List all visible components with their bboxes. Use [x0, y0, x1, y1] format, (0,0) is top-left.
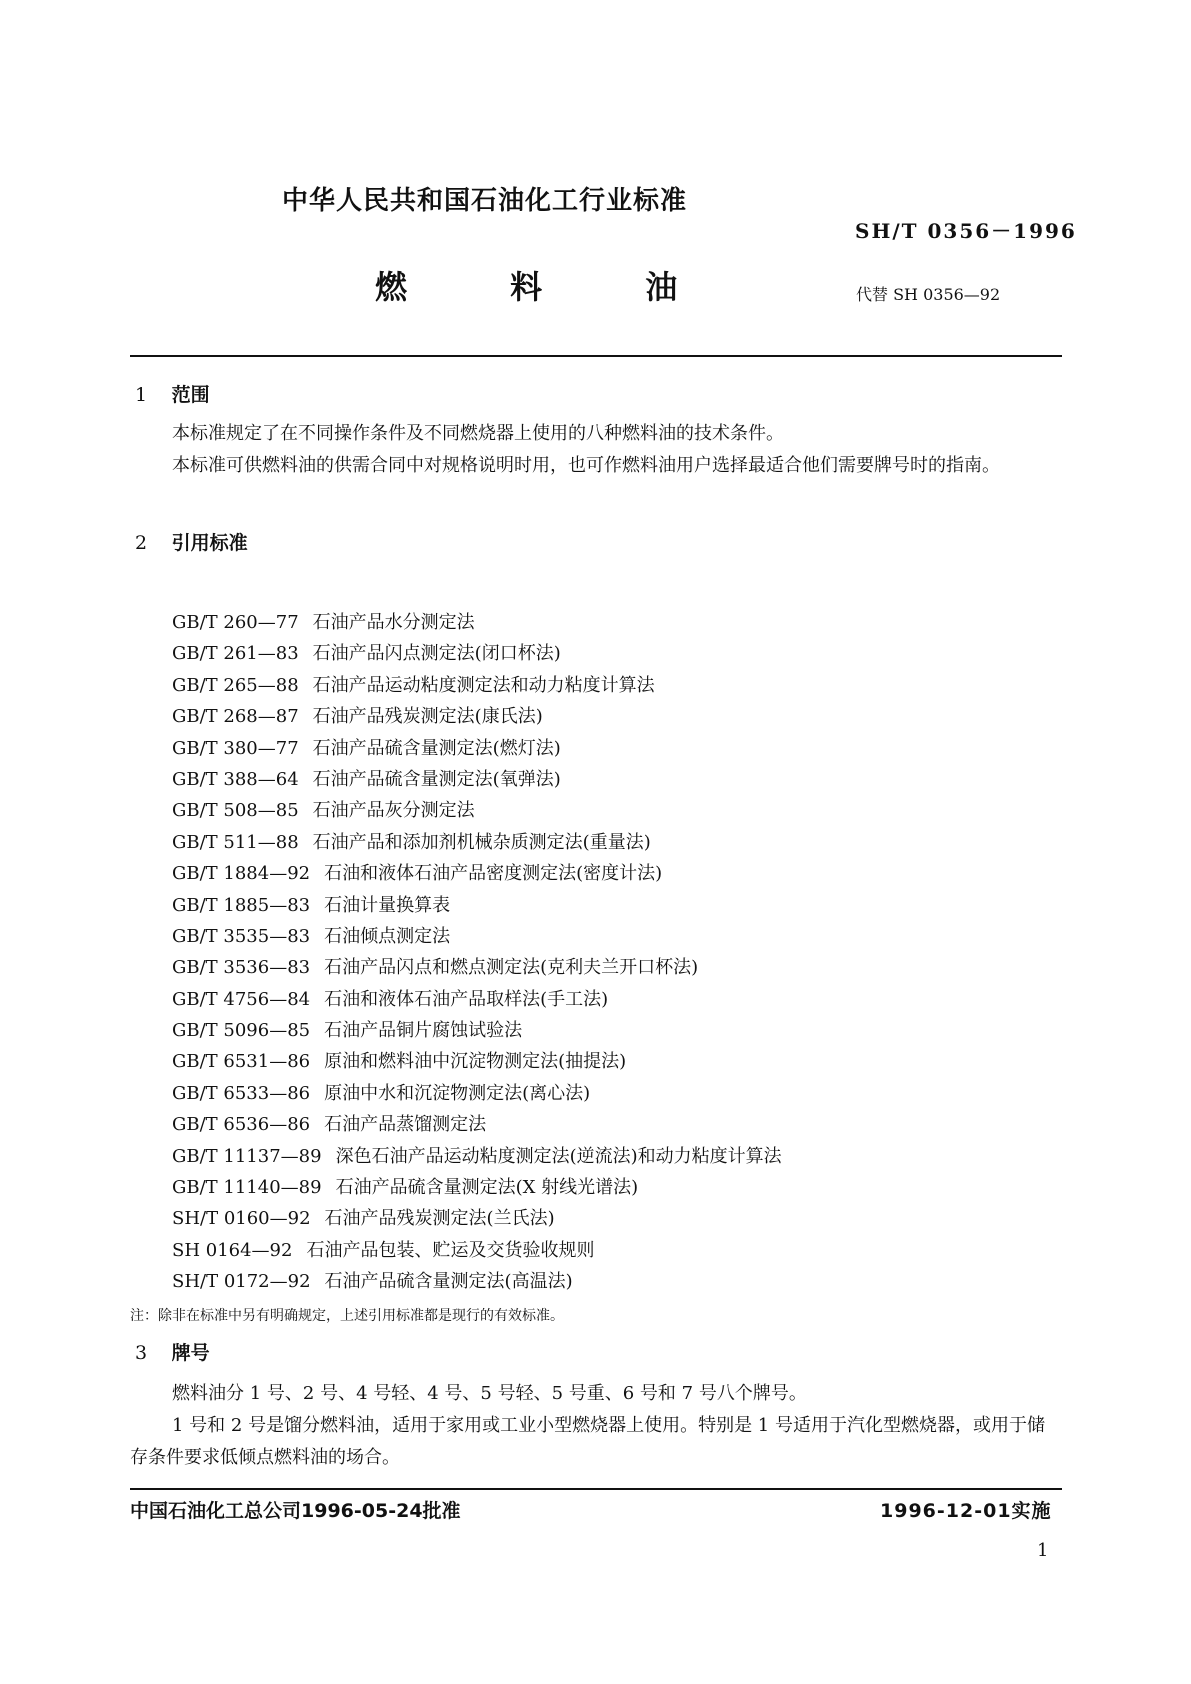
reference-list: [172, 607, 782, 1298]
reference-name: 石油产品运动粘度测定法和动力粘度计算法: [312, 674, 655, 696]
grades-paragraph-2: 1 号和 2 号是馏分燃料油，适用于家用或工业小型燃烧器上使用。特别是 1 号适用于汽化型燃烧器，或用于储存条件要求低倾点燃料油的场合。: [130, 1415, 1045, 1468]
effective-date: 1996-12-01实施: [880, 1500, 1052, 1522]
reference-code: GB/T 3536—83: [172, 957, 311, 979]
reference-item: [172, 733, 782, 764]
reference-name: 石油产品铜片腐蚀试验法: [324, 1020, 523, 1042]
footer-divider: [130, 1488, 1062, 1490]
reference-name: 石油产品蒸馏测定法: [324, 1114, 487, 1136]
section-title: 引用标准: [171, 532, 248, 554]
reference-item: [172, 858, 782, 889]
reference-code: GB/T 508—85: [172, 800, 299, 822]
page-number: 1: [1037, 1540, 1049, 1561]
reference-item: [172, 952, 782, 983]
reference-item: [172, 638, 782, 669]
section-number: 3: [135, 1342, 148, 1364]
reference-name: 石油产品硫含量测定法(X 射线光谱法): [335, 1177, 639, 1199]
reference-name: 石油和液体石油产品密度测定法(密度计法): [324, 863, 663, 885]
reference-name: 石油产品残炭测定法(兰氏法): [324, 1208, 555, 1230]
scope-paragraph-1: 本标准规定了在不同操作条件及不同燃烧器上使用的八种燃料油的技术条件。: [172, 423, 784, 444]
replaces-note: 代替 SH 0356—92: [856, 285, 1001, 304]
reference-name: 石油产品闪点和燃点测定法(克利夫兰开口杯法): [324, 957, 699, 979]
reference-item: [172, 795, 782, 826]
grades-paragraph-1: 燃料油分 1 号、2 号、4 号轻、4 号、5 号轻、5 号重、6 号和 7 号八个牌号。: [172, 1383, 807, 1404]
reference-name: 石油和液体石油产品取样法(手工法): [324, 988, 609, 1010]
reference-item: [172, 1172, 782, 1203]
reference-name: 石油倾点测定法: [324, 925, 451, 947]
reference-code: GB/T 1885—83: [172, 894, 311, 916]
document-title: 燃 料 油: [375, 268, 724, 306]
reference-name: 石油产品硫含量测定法(高温法): [324, 1271, 573, 1293]
reference-item: [172, 1203, 782, 1234]
reference-item: [172, 1141, 782, 1172]
reference-note: 注：除非在标准中另有明确规定，上述引用标准都是现行的有效标准。: [130, 1308, 564, 1324]
reference-name: 石油产品包装、贮运及交货验收规则: [306, 1239, 595, 1261]
reference-name: 石油产品残炭测定法(康氏法): [312, 706, 543, 728]
reference-code: GB/T 3535—83: [172, 925, 311, 947]
reference-item: [172, 984, 782, 1015]
reference-name: 石油产品硫含量测定法(氧弹法): [312, 768, 561, 790]
reference-item: [172, 1078, 782, 1109]
reference-item: [172, 827, 782, 858]
header-divider: [130, 355, 1062, 357]
reference-code: GB/T 11137—89: [172, 1145, 322, 1167]
reference-code: GB/T 6536—86: [172, 1114, 311, 1136]
scope-paragraph-2: 本标准可供燃料油的供需合同中对规格说明时用，也可作燃料油用户选择最适合他们需要牌号时的指南。: [172, 455, 1000, 476]
section-3-heading: [135, 1338, 210, 1365]
standard-category: 中华人民共和国石油化工行业标准: [282, 186, 688, 216]
reference-item: [172, 701, 782, 732]
reference-code: GB/T 380—77: [172, 737, 299, 759]
reference-code: GB/T 4756—84: [172, 988, 311, 1010]
reference-code: GB/T 6533—86: [172, 1082, 311, 1104]
reference-name: 深色石油产品运动粘度测定法(逆流法)和动力粘度计算法: [335, 1145, 782, 1167]
reference-item: [172, 764, 782, 795]
standard-code: SH/T 0356－1996: [855, 219, 1077, 243]
reference-code: GB/T 6531—86: [172, 1051, 311, 1073]
reference-code: GB/T 388—64: [172, 768, 299, 790]
reference-item: [172, 1235, 782, 1266]
section-2-heading: [135, 528, 248, 555]
approval-line: 中国石油化工总公司1996-05-24批准: [130, 1500, 461, 1522]
reference-code: GB/T 268—87: [172, 706, 299, 728]
reference-item: [172, 1015, 782, 1046]
section-number: 1: [135, 384, 148, 406]
reference-name: 石油产品水分测定法: [312, 612, 475, 633]
reference-name: 原油和燃料油中沉淀物测定法(抽提法): [324, 1051, 627, 1073]
reference-item: [172, 607, 782, 638]
reference-code: GB/T 1884—92: [172, 863, 311, 885]
reference-name: 石油产品闪点测定法(闭口杯法): [312, 643, 561, 665]
section-number: 2: [135, 532, 148, 554]
section-title: 牌号: [171, 1342, 210, 1364]
reference-item: [172, 1109, 782, 1140]
reference-name: 石油产品灰分测定法: [312, 800, 475, 822]
section-title: 范围: [171, 384, 210, 406]
reference-name: 原油中水和沉淀物测定法(离心法): [324, 1082, 591, 1104]
section-1-heading: [135, 380, 210, 407]
reference-name: 石油计量换算表: [324, 894, 451, 916]
reference-code: GB/T 260—77: [172, 612, 299, 633]
reference-code: GB/T 511—88: [172, 831, 299, 853]
reference-item: [172, 890, 782, 921]
reference-item: [172, 921, 782, 952]
reference-item: [172, 670, 782, 701]
reference-code: GB/T 5096—85: [172, 1020, 311, 1042]
reference-name: 石油产品硫含量测定法(燃灯法): [312, 737, 561, 759]
reference-item: [172, 1046, 782, 1077]
reference-code: GB/T 265—88: [172, 674, 299, 696]
reference-code: SH/T 0160—92: [172, 1208, 311, 1230]
reference-code: SH/T 0172—92: [172, 1271, 311, 1293]
reference-code: SH 0164—92: [172, 1239, 293, 1261]
reference-name: 石油产品和添加剂机械杂质测定法(重量法): [312, 831, 651, 853]
reference-item: [172, 1266, 782, 1297]
reference-code: GB/T 11140—89: [172, 1177, 322, 1199]
reference-code: GB/T 261—83: [172, 643, 299, 665]
